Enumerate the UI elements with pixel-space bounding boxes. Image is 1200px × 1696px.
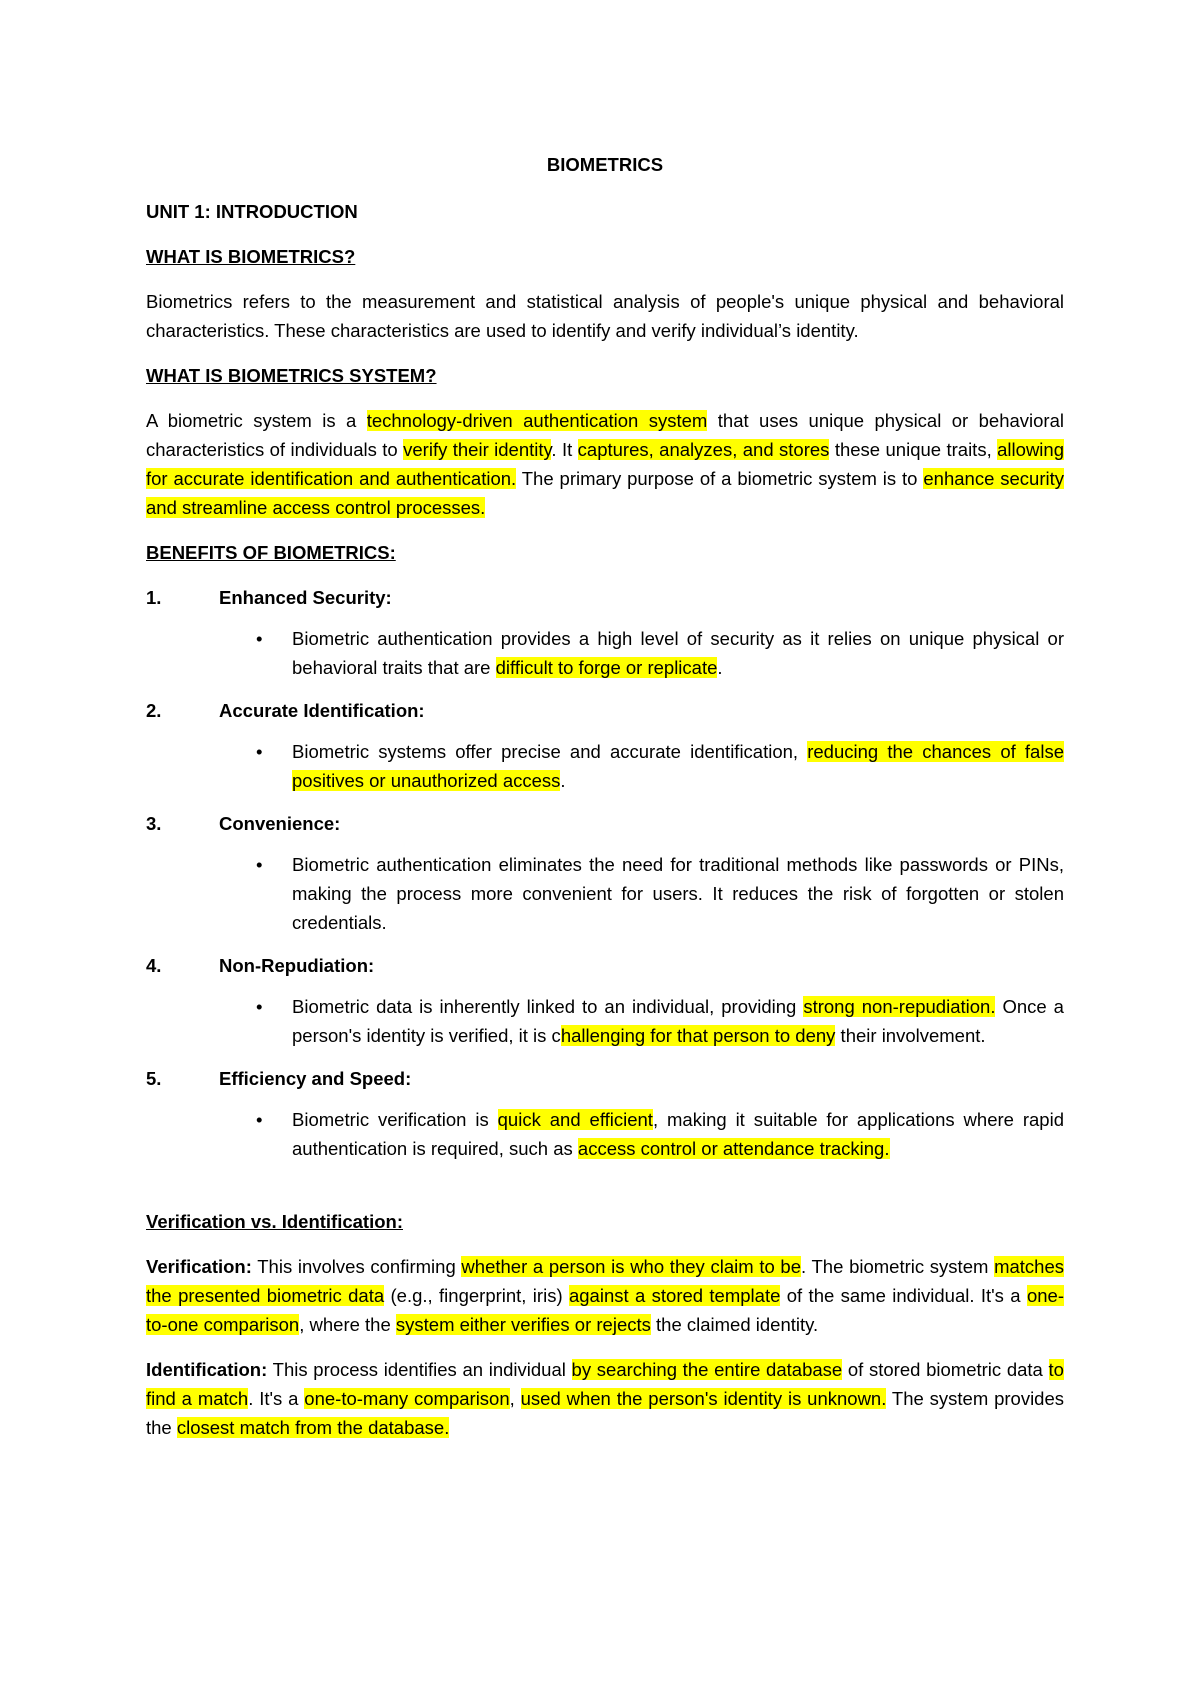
text-span: that uses unique physical or behavioral characteristics of individuals to bbox=[146, 410, 1064, 460]
text-span: of stored biometric data bbox=[842, 1359, 1049, 1380]
biometrics-definition: Biometrics refers to the measurement and statistical analysis of people's unique physical and behavioral characteristics. These characteristics are used to identify and verify individual’s identity. bbox=[146, 291, 1064, 341]
text-span: , bbox=[509, 1388, 521, 1409]
highlight-span: captures, analyzes, and stores bbox=[577, 439, 830, 460]
benefit-item bbox=[146, 583, 1064, 682]
identification-paragraph bbox=[146, 1355, 1064, 1442]
benefit-bullet bbox=[250, 850, 1064, 937]
benefit-title bbox=[146, 583, 1064, 612]
benefit-title-text: Efficiency and Speed: bbox=[219, 1068, 412, 1089]
biometrics-system-definition bbox=[146, 406, 1064, 522]
text-span: Biometric data is inherently linked to an individual, providing bbox=[292, 996, 804, 1017]
term-label: Verification: bbox=[146, 1256, 252, 1277]
benefit-title-text: Non-Repudiation: bbox=[219, 955, 375, 976]
text-span: . bbox=[560, 770, 566, 791]
bullet-icon: • bbox=[256, 741, 263, 762]
unit-heading: UNIT 1: INTRODUCTION bbox=[146, 201, 358, 222]
text-span: their involvement. bbox=[835, 1025, 986, 1046]
what-is-biometrics-heading: WHAT IS BIOMETRICS? bbox=[146, 246, 356, 267]
bullet-icon: • bbox=[256, 854, 263, 875]
benefit-number: 2. bbox=[146, 700, 162, 721]
term-label: Identification: bbox=[146, 1359, 268, 1380]
text-span: A biometric system is a bbox=[146, 410, 367, 431]
bullet-text bbox=[292, 992, 1064, 1050]
text-span: . It bbox=[551, 439, 578, 460]
text-span: (e.g., fingerprint, iris) bbox=[384, 1285, 569, 1306]
highlight-span: by searching the entire database bbox=[571, 1359, 843, 1380]
bullet-text: Biometric authentication eliminates the need for traditional methods like passwords or PINs, making the process more convenient for users. It reduces the risk of forgotten or stolen credentials. bbox=[292, 854, 1064, 933]
benefit-bullet bbox=[250, 624, 1064, 682]
text-span: Once a person's identity is verified, it is c bbox=[292, 996, 1064, 1046]
benefit-bullet bbox=[250, 737, 1064, 795]
benefit-item bbox=[146, 809, 1064, 937]
bullet-icon: • bbox=[256, 996, 263, 1017]
benefit-title-text: Enhanced Security: bbox=[219, 587, 392, 608]
benefit-item bbox=[146, 951, 1064, 1050]
highlight-span: verify their identity bbox=[403, 439, 552, 460]
text-span: The system provides the bbox=[146, 1388, 1065, 1438]
highlight-span: used when the person's identity is unknown. bbox=[520, 1388, 887, 1409]
highlight-span: difficult to forge or replicate bbox=[495, 657, 718, 678]
benefit-title bbox=[146, 809, 1064, 838]
text-span: these unique traits, bbox=[829, 439, 998, 460]
bullet-text bbox=[292, 1105, 1064, 1163]
benefits-list bbox=[146, 583, 1064, 1163]
verification-vs-identification-heading: Verification vs. Identification: bbox=[146, 1211, 403, 1232]
highlight-span: to find a match bbox=[146, 1359, 1064, 1409]
highlight-span: reducing the chances of false positives or unauthorized access bbox=[292, 741, 1064, 791]
highlight-span: access control or attendance tracking. bbox=[577, 1138, 890, 1159]
benefit-number: 5. bbox=[146, 1068, 162, 1089]
text-span: Biometric systems offer precise and accurate identification, bbox=[292, 741, 808, 762]
benefit-title bbox=[146, 951, 1064, 980]
what-is-biometrics-system-heading: WHAT IS BIOMETRICS SYSTEM? bbox=[146, 365, 437, 386]
benefit-title-text: Accurate Identification: bbox=[219, 700, 425, 721]
benefit-title-text: Convenience: bbox=[219, 813, 341, 834]
highlight-span: technology-driven authentication system bbox=[366, 410, 708, 431]
benefit-bullet bbox=[250, 992, 1064, 1050]
document-title: BIOMETRICS bbox=[546, 154, 664, 175]
highlight-span: hallenging for that person to deny bbox=[560, 1025, 836, 1046]
benefit-item bbox=[146, 1064, 1064, 1163]
highlight-span: one-to-one comparison bbox=[146, 1285, 1064, 1335]
text-span: This process identifies an individual bbox=[267, 1359, 572, 1380]
highlight-span: strong non-repudiation. bbox=[803, 996, 996, 1017]
benefits-heading: BENEFITS OF BIOMETRICS: bbox=[146, 542, 396, 563]
bullet-icon: • bbox=[256, 1109, 263, 1130]
highlight-span: system either verifies or rejects bbox=[395, 1314, 651, 1335]
spacer bbox=[146, 1177, 1064, 1207]
highlight-span: matches the presented biometric data bbox=[146, 1256, 1064, 1306]
benefit-number: 1. bbox=[146, 587, 162, 608]
text-span: The primary purpose of a biometric system is to bbox=[516, 468, 924, 489]
text-span: Biometric authentication provides a high level of security as it relies on unique physical or behavioral traits that are bbox=[292, 628, 1064, 678]
highlight-span: against a stored template bbox=[568, 1285, 781, 1306]
bullet-icon: • bbox=[256, 628, 263, 649]
text-span: . It's a bbox=[248, 1388, 305, 1409]
benefit-item bbox=[146, 696, 1064, 795]
text-span: Biometric verification is bbox=[292, 1109, 498, 1130]
benefit-number: 4. bbox=[146, 955, 162, 976]
text-span: the claimed identity. bbox=[650, 1314, 819, 1335]
highlight-span: allowing for accurate identification and authentication. bbox=[146, 439, 1064, 489]
bullet-text bbox=[292, 737, 1064, 795]
benefit-bullet bbox=[250, 1105, 1064, 1163]
highlight-span: enhance security and streamline access control processes. bbox=[146, 468, 1064, 518]
text-span: . bbox=[717, 657, 723, 678]
verification-paragraph bbox=[146, 1252, 1064, 1339]
text-span: . The biometric system bbox=[801, 1256, 995, 1277]
benefit-title bbox=[146, 696, 1064, 725]
benefit-title bbox=[146, 1064, 1064, 1093]
bullet-text bbox=[292, 624, 1064, 682]
highlight-span: one-to-many comparison bbox=[304, 1388, 510, 1409]
text-span: This involves confirming bbox=[251, 1256, 462, 1277]
highlight-span: quick and efficient bbox=[497, 1109, 653, 1130]
benefit-number: 3. bbox=[146, 813, 162, 834]
text-span: , making it suitable for applications where rapid authentication is required, such as bbox=[292, 1109, 1064, 1159]
highlight-span: closest match from the database. bbox=[176, 1417, 450, 1438]
text-span: of the same individual. It's a bbox=[780, 1285, 1027, 1306]
highlight-span: whether a person is who they claim to be bbox=[461, 1256, 802, 1277]
text-span: , where the bbox=[299, 1314, 396, 1335]
